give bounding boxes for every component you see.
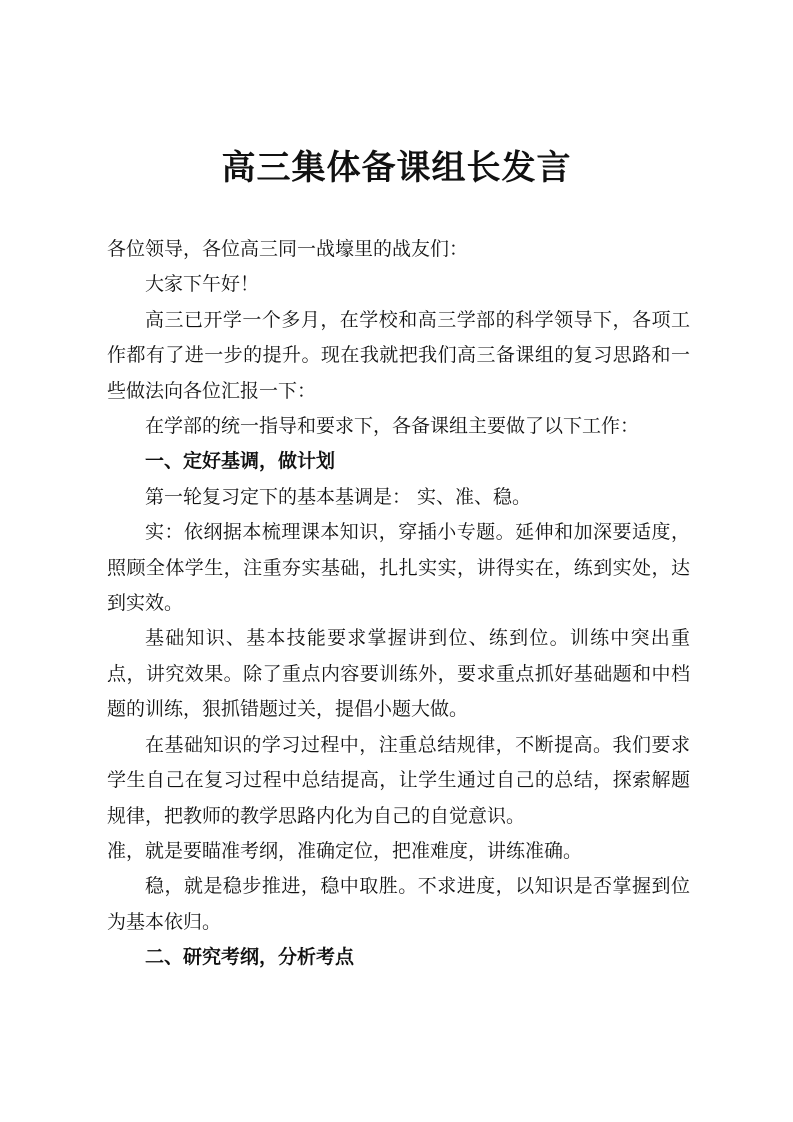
section-heading: 一、定好基调，做计划: [145, 450, 336, 473]
document-body: [107, 232, 690, 976]
body-paragraph: 高三已开学一个多月，在学校和高三学部的科学领导下，各项工作都有了进一步的提升。现在我就把我们高三备课组的复习思路和一些做法向各位汇报一下：: [107, 308, 690, 402]
section-heading: 二、研究考纲，分析考点: [145, 946, 355, 969]
body-paragraph: 在基础知识的学习过程中，注重总结规律，不断提高。我们要求学生自己在复习过程中总结提高，让学生通过自己的总结，探索解题规律，把教师的教学思路内化为自己的自觉意识。: [107, 733, 690, 827]
body-paragraph: 第一轮复习定下的基本基调是： 实、准、稳。: [145, 485, 532, 508]
salutation-paragraph: 各位领导，各位高三同一战壕里的战友们：: [107, 238, 469, 260]
document-title: 高三集体备课组长发言: [221, 148, 572, 188]
body-paragraph: 基础知识、基本技能要求掌握讲到位、练到位。训练中突出重点，讲究效果。除了重点内容要训练外，要求重点抓好基础题和中档题的训练，狠抓错题过关，提倡小题大做。: [107, 627, 690, 721]
body-paragraph: 稳，就是稳步推进，稳中取胜。不求进度，以知识是否掌握到位为基本依归。: [107, 875, 690, 933]
body-paragraph: 准，就是要瞄准考纲，准确定位，把准难度，讲练准确。: [107, 839, 583, 862]
greeting-paragraph: 大家下午好！: [145, 273, 260, 296]
body-paragraph: 实：依纲据本梳理课本知识，穿插小专题。延伸和加深要适度，照顾全体学生，注重夯实基础，扎扎实实，讲得实在，练到实处，达到实效。: [107, 521, 690, 615]
body-paragraph: 在学部的统一指导和要求下，各备课组主要做了以下工作：: [145, 415, 640, 438]
